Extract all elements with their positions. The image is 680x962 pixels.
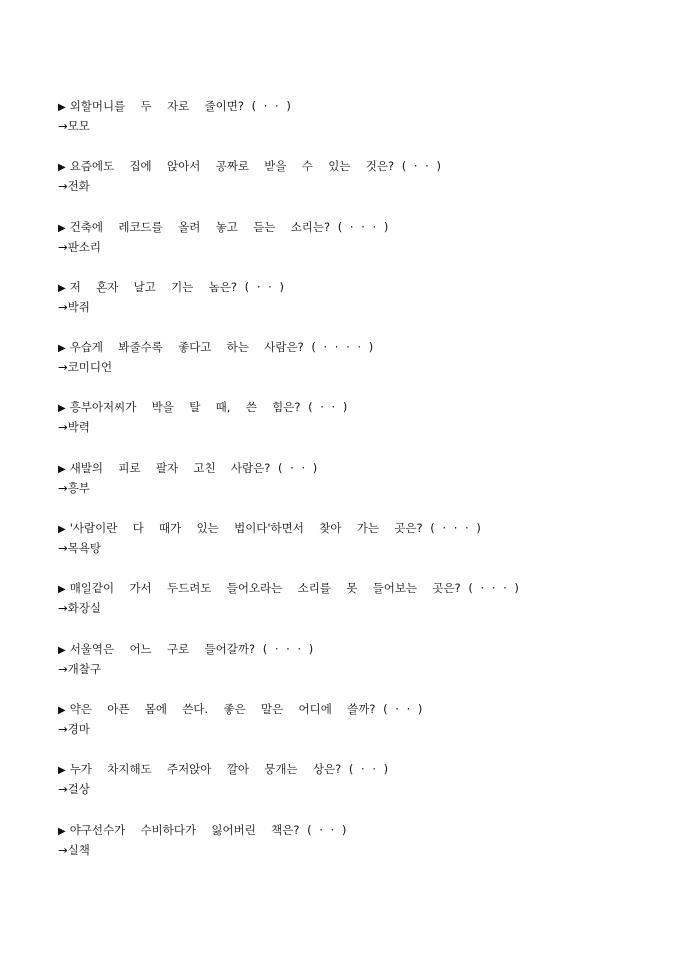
question-text: 누가 차지해도 주저앉아 깔아 뭉개는 상은? ( · · ) xyxy=(69,762,389,777)
triangle-bullet-icon: ▶ xyxy=(58,524,66,536)
question-line xyxy=(58,397,658,417)
triangle-bullet-icon: ▶ xyxy=(58,282,66,294)
answer-text: →모모 xyxy=(58,119,90,133)
triangle-bullet-icon: ▶ xyxy=(58,102,66,113)
quiz-item xyxy=(58,337,658,397)
triangle-bullet-icon: ▶ xyxy=(58,765,66,777)
quiz-item xyxy=(58,217,658,277)
triangle-bullet-icon: ▶ xyxy=(58,222,66,234)
answer-text: →실책 xyxy=(58,842,90,857)
question-line xyxy=(58,639,658,659)
quiz-item xyxy=(58,397,658,457)
answer-text: →개찰구 xyxy=(58,661,101,676)
question-text: 야구선수가 수비하다가 잃어버린 책은? ( · · ) xyxy=(69,822,347,837)
quiz-item xyxy=(58,458,658,518)
triangle-bullet-icon: ▶ xyxy=(58,644,66,656)
answer-text: →판소리 xyxy=(58,239,101,254)
question-text: 외할머니를 두 자로 줄이면? ( · · ) xyxy=(69,99,291,113)
question-line xyxy=(58,820,658,840)
answer-text: →코미디언 xyxy=(58,360,113,375)
question-text: 건축에 레코드를 올려 놓고 듣는 소리는? ( · · · ) xyxy=(69,219,389,234)
quiz-item xyxy=(58,277,658,337)
question-line xyxy=(58,156,658,176)
question-line xyxy=(58,277,658,297)
question-line xyxy=(58,337,658,357)
quiz-item xyxy=(58,518,658,578)
triangle-bullet-icon: ▶ xyxy=(58,704,66,716)
quiz-item xyxy=(58,96,658,156)
question-text: '사람이란 다 때가 있는 법이다'하면서 찾아 가는 곳은? ( · · · ) xyxy=(69,521,481,536)
quiz-item xyxy=(58,820,658,880)
triangle-bullet-icon: ▶ xyxy=(58,343,66,355)
question-line xyxy=(58,759,658,779)
answer-text: →화장실 xyxy=(58,601,101,616)
question-line xyxy=(58,96,658,116)
question-text: 새발의 피로 팔자 고친 사람은? ( · · ) xyxy=(69,460,318,475)
question-text: 저 혼자 날고 기는 놈은? ( · · ) xyxy=(69,279,284,294)
answer-text: →박쥐 xyxy=(58,299,90,314)
question-line xyxy=(58,217,658,237)
answer-text: →흥부 xyxy=(58,480,90,495)
answer-text: →목욕탕 xyxy=(58,541,101,556)
triangle-bullet-icon: ▶ xyxy=(58,162,66,174)
answer-text: →박력 xyxy=(58,420,90,435)
answer-text: →경마 xyxy=(58,721,90,736)
question-line xyxy=(58,699,658,719)
quiz-item xyxy=(58,156,658,216)
answer-text: →전화 xyxy=(58,179,90,194)
question-text: 서울역은 어느 구로 들어갈까? ( · · · ) xyxy=(69,641,314,656)
question-text: 흥부아저씨가 박을 탈 때, 쓴 힘은? ( · · ) xyxy=(69,400,348,415)
triangle-bullet-icon: ▶ xyxy=(58,463,66,475)
question-text: 매일같이 가서 두드려도 들어오라는 소리를 못 들어보는 곳은? ( · · · ) xyxy=(69,581,519,596)
quiz-item xyxy=(58,699,658,759)
quiz-item xyxy=(58,578,658,638)
question-text: 요즘에도 집에 앉아서 공짜로 받을 수 있는 것은? ( · · ) xyxy=(69,159,441,174)
question-line xyxy=(58,578,658,598)
question-text: 약은 아픈 몸에 쓴다. 좋은 말은 어디에 쓸까? ( · · ) xyxy=(69,701,423,716)
answer-text: →걸상 xyxy=(58,782,90,797)
question-line xyxy=(58,458,658,478)
quiz-list xyxy=(58,96,658,880)
triangle-bullet-icon: ▶ xyxy=(58,825,66,837)
triangle-bullet-icon: ▶ xyxy=(58,403,66,415)
quiz-item xyxy=(58,639,658,699)
question-text: 우습게 봐줄수록 좋다고 하는 사람은? ( · · · · ) xyxy=(69,340,374,355)
quiz-item xyxy=(58,759,658,819)
triangle-bullet-icon: ▶ xyxy=(58,584,66,596)
question-line xyxy=(58,518,658,538)
